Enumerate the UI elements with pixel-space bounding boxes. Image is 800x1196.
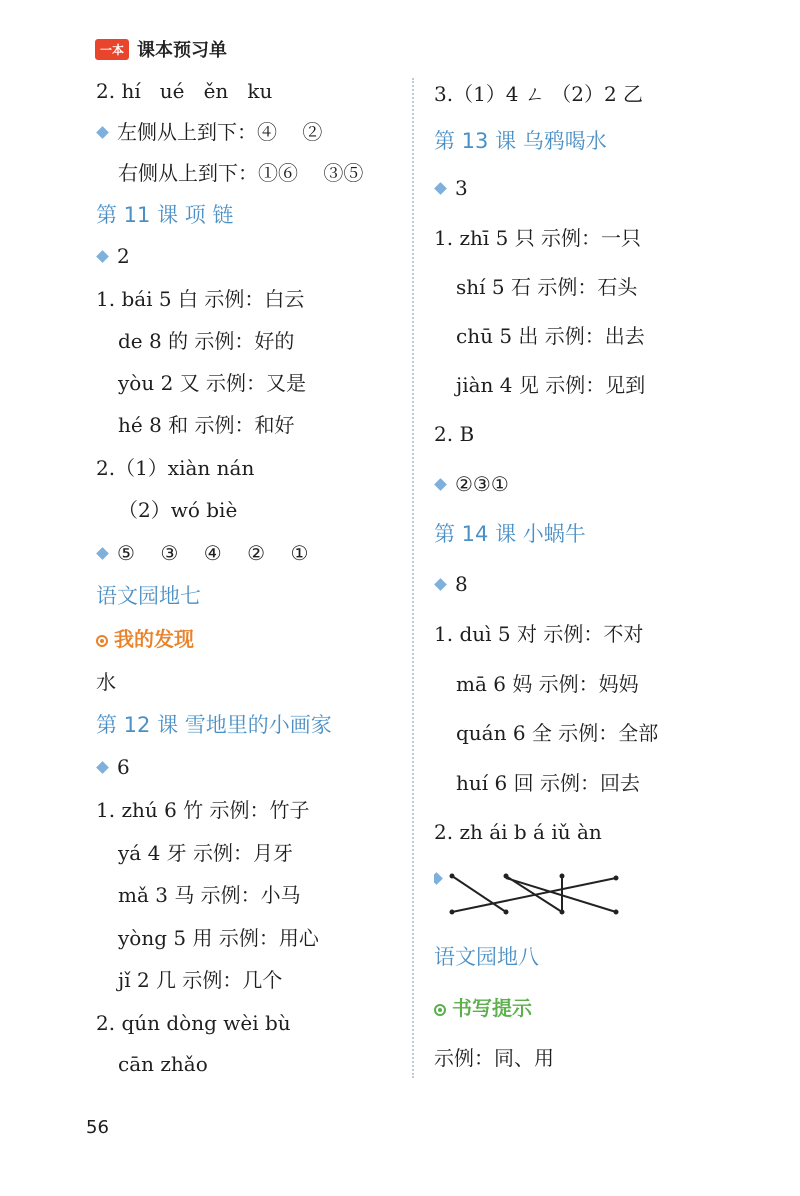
target-circle-icon (434, 1004, 446, 1016)
answer-line: 1. zhú 6 竹 示例：竹子 (96, 798, 310, 822)
answer-line: ⑤ ③ ④ ② ① (96, 539, 308, 567)
column-divider (412, 78, 414, 1078)
answer-line: yòng 5 用 示例：用心 (118, 926, 319, 950)
answer-line: ②③① (434, 470, 509, 498)
match-dot (614, 910, 619, 915)
answer-line: jiàn 4 见 示例：见到 (456, 373, 646, 397)
lesson-title: 第 11 课 项 链 (96, 203, 234, 227)
answer-line: 3 (434, 174, 468, 202)
diamond-icon (96, 547, 109, 560)
section-title: 语文园地七 (96, 584, 201, 608)
answer-line: （2）wó biè (118, 498, 238, 522)
answer-line: 2. B (434, 422, 475, 446)
page-header (95, 36, 227, 62)
answer-line: 3.（1）4 ㄥ （2）2 乙 (434, 82, 644, 106)
lesson-title: 第 14 课 小蜗牛 (434, 522, 586, 546)
answer-line: mǎ 3 马 示例：小马 (118, 883, 301, 907)
lesson-title: 第 12 课 雪地里的小画家 (96, 713, 332, 737)
section-title: 语文园地八 (434, 945, 539, 969)
diamond-icon (434, 182, 447, 195)
answer-line: de 8 的 示例：好的 (118, 329, 295, 353)
answer-line: 右侧从上到下：①⑥ ③⑤ (118, 161, 364, 185)
match-dot (614, 876, 619, 881)
answer-line: mā 6 妈 示例：妈妈 (456, 672, 639, 696)
answer-line: 2 (96, 242, 130, 270)
answer-line: hé 8 和 示例：和好 (118, 413, 295, 437)
header-title: 课本预习单 (137, 40, 228, 61)
answer-line: 1. bái 5 白 示例：白云 (96, 287, 305, 311)
subsection-title: 书写提示 (434, 994, 532, 1022)
match-dot (450, 910, 455, 915)
answer-line: 6 (96, 753, 130, 781)
answer-line: 2. qún dòng wèi bù (96, 1011, 291, 1035)
answer-line: cān zhǎo (118, 1052, 208, 1076)
target-circle-icon (96, 635, 108, 647)
match-dot (560, 910, 565, 915)
answer-line: quán 6 全 示例：全部 (456, 721, 659, 745)
diamond-icon (434, 872, 443, 885)
answer-line: yá 4 牙 示例：月牙 (118, 841, 294, 865)
answer-line: yòu 2 又 示例：又是 (118, 371, 307, 395)
match-dot (504, 910, 509, 915)
answer-line: 1. duì 5 对 示例：不对 (434, 622, 644, 646)
brand-badge: 一本 (95, 39, 129, 60)
answer-line: 1. zhī 5 只 示例：一只 (434, 226, 642, 250)
answer-line: 8 (434, 570, 468, 598)
diamond-icon (434, 578, 447, 591)
diamond-icon (96, 250, 109, 263)
subsection-title: 我的发现 (96, 625, 194, 653)
answer-line: 左侧从上到下：④ ② (96, 118, 322, 146)
page-number: 56 (86, 1117, 109, 1138)
matching-diagram (434, 868, 634, 918)
answer-line: 示例：同、用 (434, 1046, 554, 1070)
diamond-icon (96, 126, 109, 139)
match-dot (450, 874, 455, 879)
answer-line: 2. zh ái b á iǔ àn (434, 820, 602, 844)
lesson-title: 第 13 课 乌鸦喝水 (434, 129, 607, 153)
answer-line: 2. hí ué ěn ku (96, 79, 273, 103)
answer-line: 2.（1）xiàn nán (96, 456, 255, 480)
answer-line: chū 5 出 示例：出去 (456, 324, 645, 348)
answer-line: 水 (96, 670, 116, 694)
match-dot (560, 874, 565, 879)
answer-line: huí 6 回 示例：回去 (456, 771, 640, 795)
match-dot (504, 874, 509, 879)
diamond-icon (96, 761, 109, 774)
diamond-icon (434, 478, 447, 491)
answer-line: shí 5 石 示例：石头 (456, 275, 638, 299)
answer-line: jǐ 2 几 示例：几个 (118, 968, 283, 992)
